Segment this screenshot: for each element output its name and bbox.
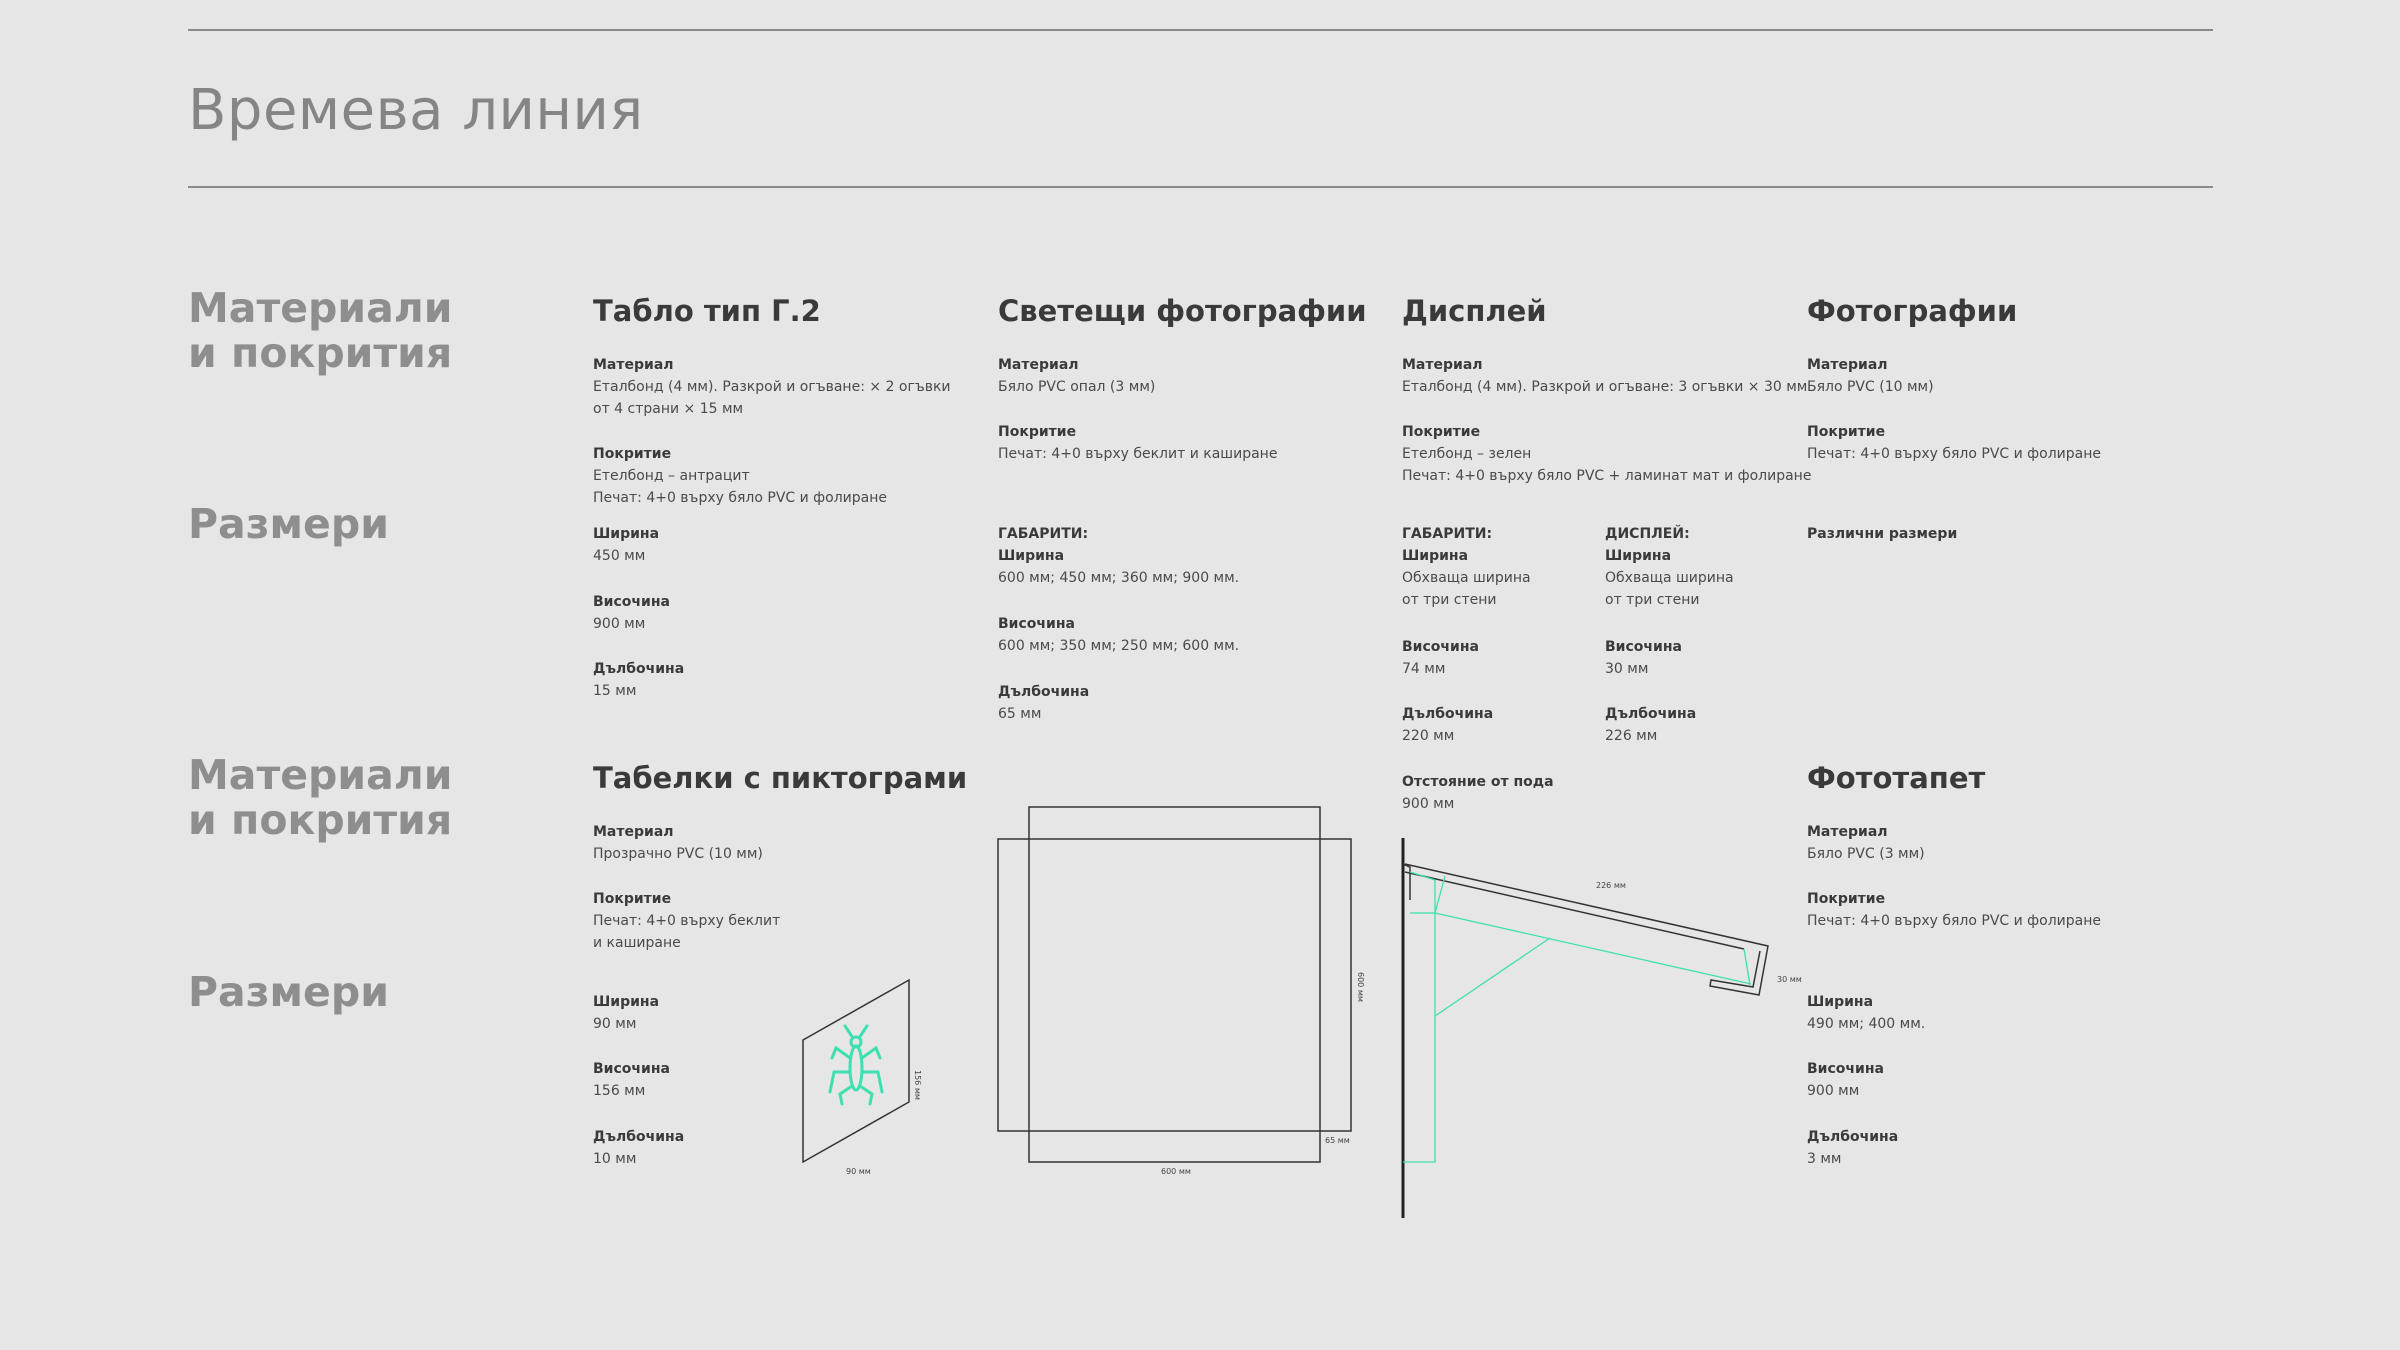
- display-height-dim: 30 мм: [1777, 975, 1802, 984]
- svetesti-width-value: 600 мм; 450 мм; 360 мм; 900 мм.: [998, 570, 1240, 586]
- title-rule: [188, 186, 2213, 188]
- tablo-coating-value: Етелбонд – антрацит Печат: 4+0 върху бяло PVC и фолиране: [593, 468, 887, 506]
- display-depth-dim: 226 мм: [1596, 881, 1626, 890]
- display-g-width-value: Обхваща ширина от три стени: [1402, 570, 1531, 608]
- display-gabariti-label: ГАБАРИТИ:: [1402, 526, 1493, 542]
- lightbox-height-dim: 600 мм: [1356, 972, 1365, 1002]
- tablo-section: [593, 294, 983, 352]
- fotografii-coating: [1807, 421, 2101, 465]
- svetesti-height: [998, 613, 1239, 657]
- display-material: [1402, 354, 1807, 398]
- tabelki-material: [593, 821, 763, 865]
- svetesti-coating: [998, 421, 1277, 465]
- tabelki-width-label: Ширина: [593, 994, 660, 1010]
- fototapet-coating-label: Покритие: [1807, 891, 1886, 907]
- fotografii-sizes: [1807, 523, 1957, 545]
- fotografii-coating-label: Покритие: [1807, 424, 1886, 440]
- svetesti-coating-value: Печат: 4+0 върху беклит и каширане: [998, 446, 1278, 462]
- fototapet-material-label: Материал: [1807, 824, 1888, 840]
- display-d-depth-value: 226 мм: [1605, 728, 1658, 744]
- tablo-width: [593, 523, 659, 567]
- fotografii-material: [1807, 354, 1934, 398]
- lightbox-drawing: [998, 807, 1351, 1162]
- tablo-coating: [593, 443, 887, 509]
- svetesti-material-label: Материал: [998, 357, 1079, 373]
- materials-heading-2: Материали и покрития: [188, 751, 453, 844]
- tabelki-depth-label: Дълбочина: [593, 1129, 685, 1145]
- tabelki-width-value: 90 мм: [593, 1016, 637, 1032]
- tabelki-coating-label: Покритие: [593, 891, 672, 907]
- svetesti-depth: [998, 681, 1089, 725]
- display-d-width-label: Ширина: [1605, 548, 1672, 564]
- sign-outline: [803, 980, 909, 1162]
- tablo-coating-label: Покритие: [593, 446, 672, 462]
- tabelki-depth-value: 10 мм: [593, 1151, 637, 1167]
- display-d-depth-label: Дълбочина: [1605, 706, 1697, 722]
- svetesti-height-label: Височина: [998, 616, 1075, 632]
- tabelki-height-value: 156 мм: [593, 1083, 646, 1099]
- svetesti-depth-value: 65 мм: [998, 706, 1042, 722]
- fototapet-material-value: Бяло PVC (3 мм): [1807, 846, 1925, 862]
- tablo-height-label: Височина: [593, 594, 670, 610]
- tablo-depth-value: 15 мм: [593, 683, 637, 699]
- svetesti-height-value: 600 мм; 350 мм; 250 мм; 600 мм.: [998, 638, 1240, 654]
- display-coating: [1402, 421, 1811, 487]
- display-d-height-label: Височина: [1605, 639, 1682, 655]
- tabelki-height-label: Височина: [593, 1061, 670, 1077]
- fototapet-width: [1807, 991, 1925, 1035]
- fototapet-coating: [1807, 888, 2101, 932]
- tablo-width-label: Ширина: [593, 526, 660, 542]
- fotografii-material-value: Бяло PVC (10 мм): [1807, 379, 1934, 395]
- display-d-height: [1605, 636, 1682, 680]
- tablo-depth-label: Дълбочина: [593, 661, 685, 677]
- display-display: [1605, 523, 1734, 611]
- tablo-height-value: 900 мм: [593, 616, 646, 632]
- display-floor: [1402, 771, 1554, 815]
- tabelki-title: Табелки с пиктограми: [593, 761, 968, 795]
- display-d-height-value: 30 мм: [1605, 661, 1649, 677]
- display-gabariti: [1402, 523, 1531, 611]
- fotografii-title: Фотографии: [1807, 294, 2018, 328]
- sizes-heading-2: Размери: [188, 968, 389, 1016]
- lightbox-width-dim: 600 мм: [1161, 1167, 1191, 1176]
- svetesti-width-label: Ширина: [998, 548, 1065, 564]
- display-g-depth-label: Дълбочина: [1402, 706, 1494, 722]
- display-floor-value: 900 мм: [1402, 796, 1455, 812]
- svetesti-material: [998, 354, 1155, 398]
- display-material-value: Еталбонд (4 мм). Разкрой и огъване: 3 огъвки × 30 мм: [1402, 379, 1808, 395]
- tablo-title: Табло тип Г.2: [593, 294, 821, 328]
- page-title: Времева линия: [188, 78, 644, 143]
- display-g-depth: [1402, 703, 1493, 747]
- top-rule: [188, 29, 2213, 31]
- display-g-width-label: Ширина: [1402, 548, 1469, 564]
- display-floor-label: Отстояние от пода: [1402, 774, 1554, 790]
- svetesti-depth-label: Дълбочина: [998, 684, 1090, 700]
- tabelki-depth: [593, 1126, 684, 1170]
- fotografii-coating-value: Печат: 4+0 върху бяло PVC и фолиране: [1807, 446, 2101, 462]
- materials-heading-1: Материали и покрития: [188, 284, 453, 377]
- display-g-height: [1402, 636, 1479, 680]
- mosquito-icon: [830, 1026, 882, 1104]
- display-coating-value: Етелбонд – зелен Печат: 4+0 върху бяло PVC + ламинат мат и фолиране: [1402, 446, 1812, 484]
- fotografii-material-label: Материал: [1807, 357, 1888, 373]
- tabelki-width: [593, 991, 659, 1035]
- tabelki-coating: [593, 888, 780, 954]
- svetesti-section: [998, 294, 1367, 352]
- fototapet-height: [1807, 1058, 1884, 1102]
- display-material-label: Материал: [1402, 357, 1483, 373]
- tablo-material: [593, 354, 951, 420]
- svetesti-gabariti-label: ГАБАРИТИ:: [998, 526, 1089, 542]
- display-title: Дисплей: [1402, 294, 1547, 328]
- fototapet-height-label: Височина: [1807, 1061, 1884, 1077]
- display-d-depth: [1605, 703, 1696, 747]
- tablo-height: [593, 591, 670, 635]
- display-d-width-value: Обхваща ширина от три стени: [1605, 570, 1734, 608]
- fotografii-section: [1807, 294, 2017, 352]
- fototapet-section: [1807, 761, 1985, 819]
- tabelki-section: [593, 761, 967, 819]
- tabelki-coating-value: Печат: 4+0 върху беклит и каширане: [593, 913, 781, 951]
- fotografii-sizes-label: Различни размери: [1807, 526, 1958, 542]
- sizes-heading-1: Размери: [188, 500, 389, 548]
- tablo-depth: [593, 658, 684, 702]
- fototapet-width-label: Ширина: [1807, 994, 1874, 1010]
- svetesti-dimensions: [998, 523, 1239, 589]
- tablo-width-value: 450 мм: [593, 548, 646, 564]
- lightbox-back: [1029, 807, 1320, 1162]
- fototapet-height-value: 900 мм: [1807, 1083, 1860, 1099]
- svetesti-coating-label: Покритие: [998, 424, 1077, 440]
- fototapet-width-value: 490 мм; 400 мм.: [1807, 1016, 1926, 1032]
- svetesti-material-value: Бяло PVC опал (3 мм): [998, 379, 1156, 395]
- fototapet-material: [1807, 821, 1925, 865]
- lightbox-front: [998, 839, 1351, 1131]
- svetesti-title: Светещи фотографии: [998, 294, 1367, 328]
- tabelki-height: [593, 1058, 670, 1102]
- fototapet-depth: [1807, 1126, 1898, 1170]
- display-section: [1402, 294, 1547, 352]
- sign-height-dim: 156 мм: [913, 1070, 922, 1100]
- display-section-drawing: [1403, 838, 1768, 1218]
- lightbox-depth-dim: 65 мм: [1325, 1136, 1350, 1145]
- tabelki-material-value: Прозрачно PVC (10 мм): [593, 846, 763, 862]
- fototapet-depth-value: 3 мм: [1807, 1151, 1842, 1167]
- fototapet-depth-label: Дълбочина: [1807, 1129, 1899, 1145]
- sign-width-dim: 90 мм: [846, 1167, 871, 1176]
- tablo-material-label: Материал: [593, 357, 674, 373]
- fototapet-coating-value: Печат: 4+0 върху бяло PVC и фолиране: [1807, 913, 2101, 929]
- display-g-height-value: 74 мм: [1402, 661, 1446, 677]
- display-g-depth-value: 220 мм: [1402, 728, 1455, 744]
- tabelki-material-label: Материал: [593, 824, 674, 840]
- display-display-label: ДИСПЛЕЙ:: [1605, 526, 1690, 542]
- tablo-material-value: Еталбонд (4 мм). Разкрой и огъване: × 2 огъвки от 4 страни × 15 мм: [593, 379, 951, 417]
- fototapet-title: Фототапет: [1807, 761, 1986, 795]
- sign-drawing: [803, 980, 909, 1162]
- display-coating-label: Покритие: [1402, 424, 1481, 440]
- display-g-height-label: Височина: [1402, 639, 1479, 655]
